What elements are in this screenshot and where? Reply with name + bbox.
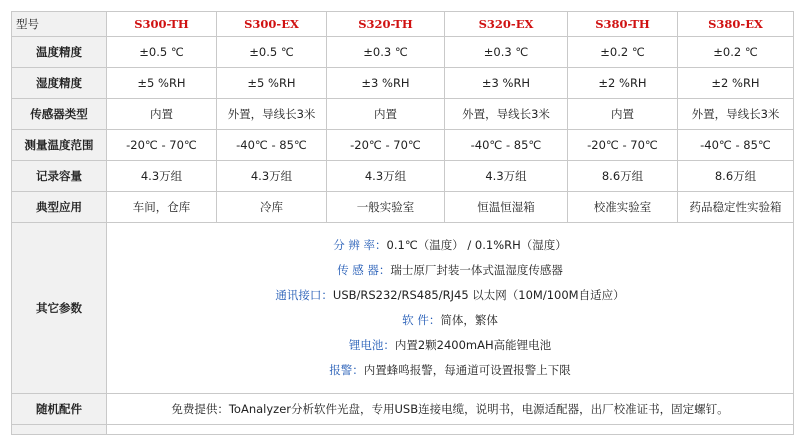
row-label-humidity-accuracy: 湿度精度 (12, 68, 107, 99)
table-row-sensor-type (12, 99, 794, 130)
param-label: 报警： (329, 363, 364, 377)
table-cell: 外置，导线长3米 (217, 99, 327, 130)
accessories-cell (107, 394, 794, 425)
table-cell (107, 425, 794, 435)
param-value: 瑞士原厂封装一体式温湿度传感器 (390, 263, 563, 277)
table-cell: 药品稳定性实验箱 (678, 192, 794, 223)
spec-table (11, 11, 794, 435)
table-cell: 4.3万组 (445, 161, 568, 192)
param-label: 传 感 器： (337, 263, 391, 277)
table-cell: 8.6万组 (568, 161, 678, 192)
table-cell: 4.3万组 (327, 161, 445, 192)
table-row-other-params (12, 223, 794, 394)
param-value: 简体，繁体 (440, 313, 498, 327)
table-cell: -20℃ - 70℃ (568, 130, 678, 161)
param-value: 内置蜂鸣报警，每通道可设置报警上下限 (363, 363, 571, 377)
accessories-prefix: 免费提供： (171, 402, 229, 416)
table-cell: 4.3万组 (107, 161, 217, 192)
table-row-partial (12, 425, 794, 435)
table-cell: 恒温恒湿箱 (445, 192, 568, 223)
model-s320-ex: S320-EX (445, 12, 568, 37)
row-label-capacity: 记录容量 (12, 161, 107, 192)
table-cell: ±2 %RH (568, 68, 678, 99)
table-cell: ±5 %RH (107, 68, 217, 99)
table-row-capacity (12, 161, 794, 192)
model-header-label: 型号 (12, 12, 107, 37)
row-label-other-params: 其它参数 (12, 223, 107, 394)
other-param-resolution (107, 233, 793, 258)
table-row-temp-range (12, 130, 794, 161)
table-cell: ±0.5 ℃ (217, 37, 327, 68)
other-param-sensor (107, 258, 793, 283)
table-row-temp-accuracy (12, 37, 794, 68)
table-cell: 校准实验室 (568, 192, 678, 223)
other-param-alarm (107, 358, 793, 383)
row-label-sensor-type: 传感器类型 (12, 99, 107, 130)
param-label: 通讯接口： (275, 288, 333, 302)
table-cell: ±0.3 ℃ (327, 37, 445, 68)
table-cell: 8.6万组 (678, 161, 794, 192)
table-cell: ±0.2 ℃ (568, 37, 678, 68)
model-header-row (12, 12, 794, 37)
table-cell: 4.3万组 (217, 161, 327, 192)
table-cell (12, 425, 107, 435)
table-cell: 内置 (327, 99, 445, 130)
model-s300-th: S300-TH (107, 12, 217, 37)
param-label: 分 辨 率： (333, 238, 387, 252)
table-cell: 外置，导线长3米 (678, 99, 794, 130)
table-cell: ±2 %RH (678, 68, 794, 99)
table-row-accessories (12, 394, 794, 425)
table-cell: ±0.3 ℃ (445, 37, 568, 68)
accessories-value: ToAnalyzer分析软件光盘，专用USB连接电缆，说明书，电源适配器，出厂校准证书，固定螺钉。 (228, 402, 729, 416)
row-label-accessories: 随机配件 (12, 394, 107, 425)
table-cell: -20℃ - 70℃ (107, 130, 217, 161)
table-cell: ±3 %RH (445, 68, 568, 99)
table-cell: ±0.5 ℃ (107, 37, 217, 68)
param-value: 内置2颗2400mAH高能锂电池 (394, 338, 552, 352)
table-row-humidity-accuracy (12, 68, 794, 99)
model-s380-th: S380-TH (568, 12, 678, 37)
table-cell: 一般实验室 (327, 192, 445, 223)
model-s320-th: S320-TH (327, 12, 445, 37)
table-cell: -40℃ - 85℃ (445, 130, 568, 161)
table-cell: ±5 %RH (217, 68, 327, 99)
param-label: 软 件： (402, 313, 441, 327)
table-cell: ±0.2 ℃ (678, 37, 794, 68)
other-param-software (107, 308, 793, 333)
param-value: 0.1℃（温度） / 0.1%RH（湿度） (386, 238, 567, 252)
table-cell: -20℃ - 70℃ (327, 130, 445, 161)
param-value: USB/RS232/RS485/RJ45 以太网（10M/100M自适应） (332, 288, 625, 302)
table-cell: 内置 (107, 99, 217, 130)
table-cell: 冷库 (217, 192, 327, 223)
row-label-application: 典型应用 (12, 192, 107, 223)
other-param-battery (107, 333, 793, 358)
table-cell: 外置，导线长3米 (445, 99, 568, 130)
param-label: 锂电池： (348, 338, 395, 352)
model-s380-ex: S380-EX (678, 12, 794, 37)
row-label-temp-accuracy: 温度精度 (12, 37, 107, 68)
table-cell: -40℃ - 85℃ (217, 130, 327, 161)
table-cell: -40℃ - 85℃ (678, 130, 794, 161)
model-s300-ex: S300-EX (217, 12, 327, 37)
row-label-temp-range: 测量温度范围 (12, 130, 107, 161)
table-row-application (12, 192, 794, 223)
table-cell: 内置 (568, 99, 678, 130)
other-params-cell (107, 223, 794, 394)
table-cell: 车间，仓库 (107, 192, 217, 223)
table-cell: ±3 %RH (327, 68, 445, 99)
other-param-interface (107, 283, 793, 308)
